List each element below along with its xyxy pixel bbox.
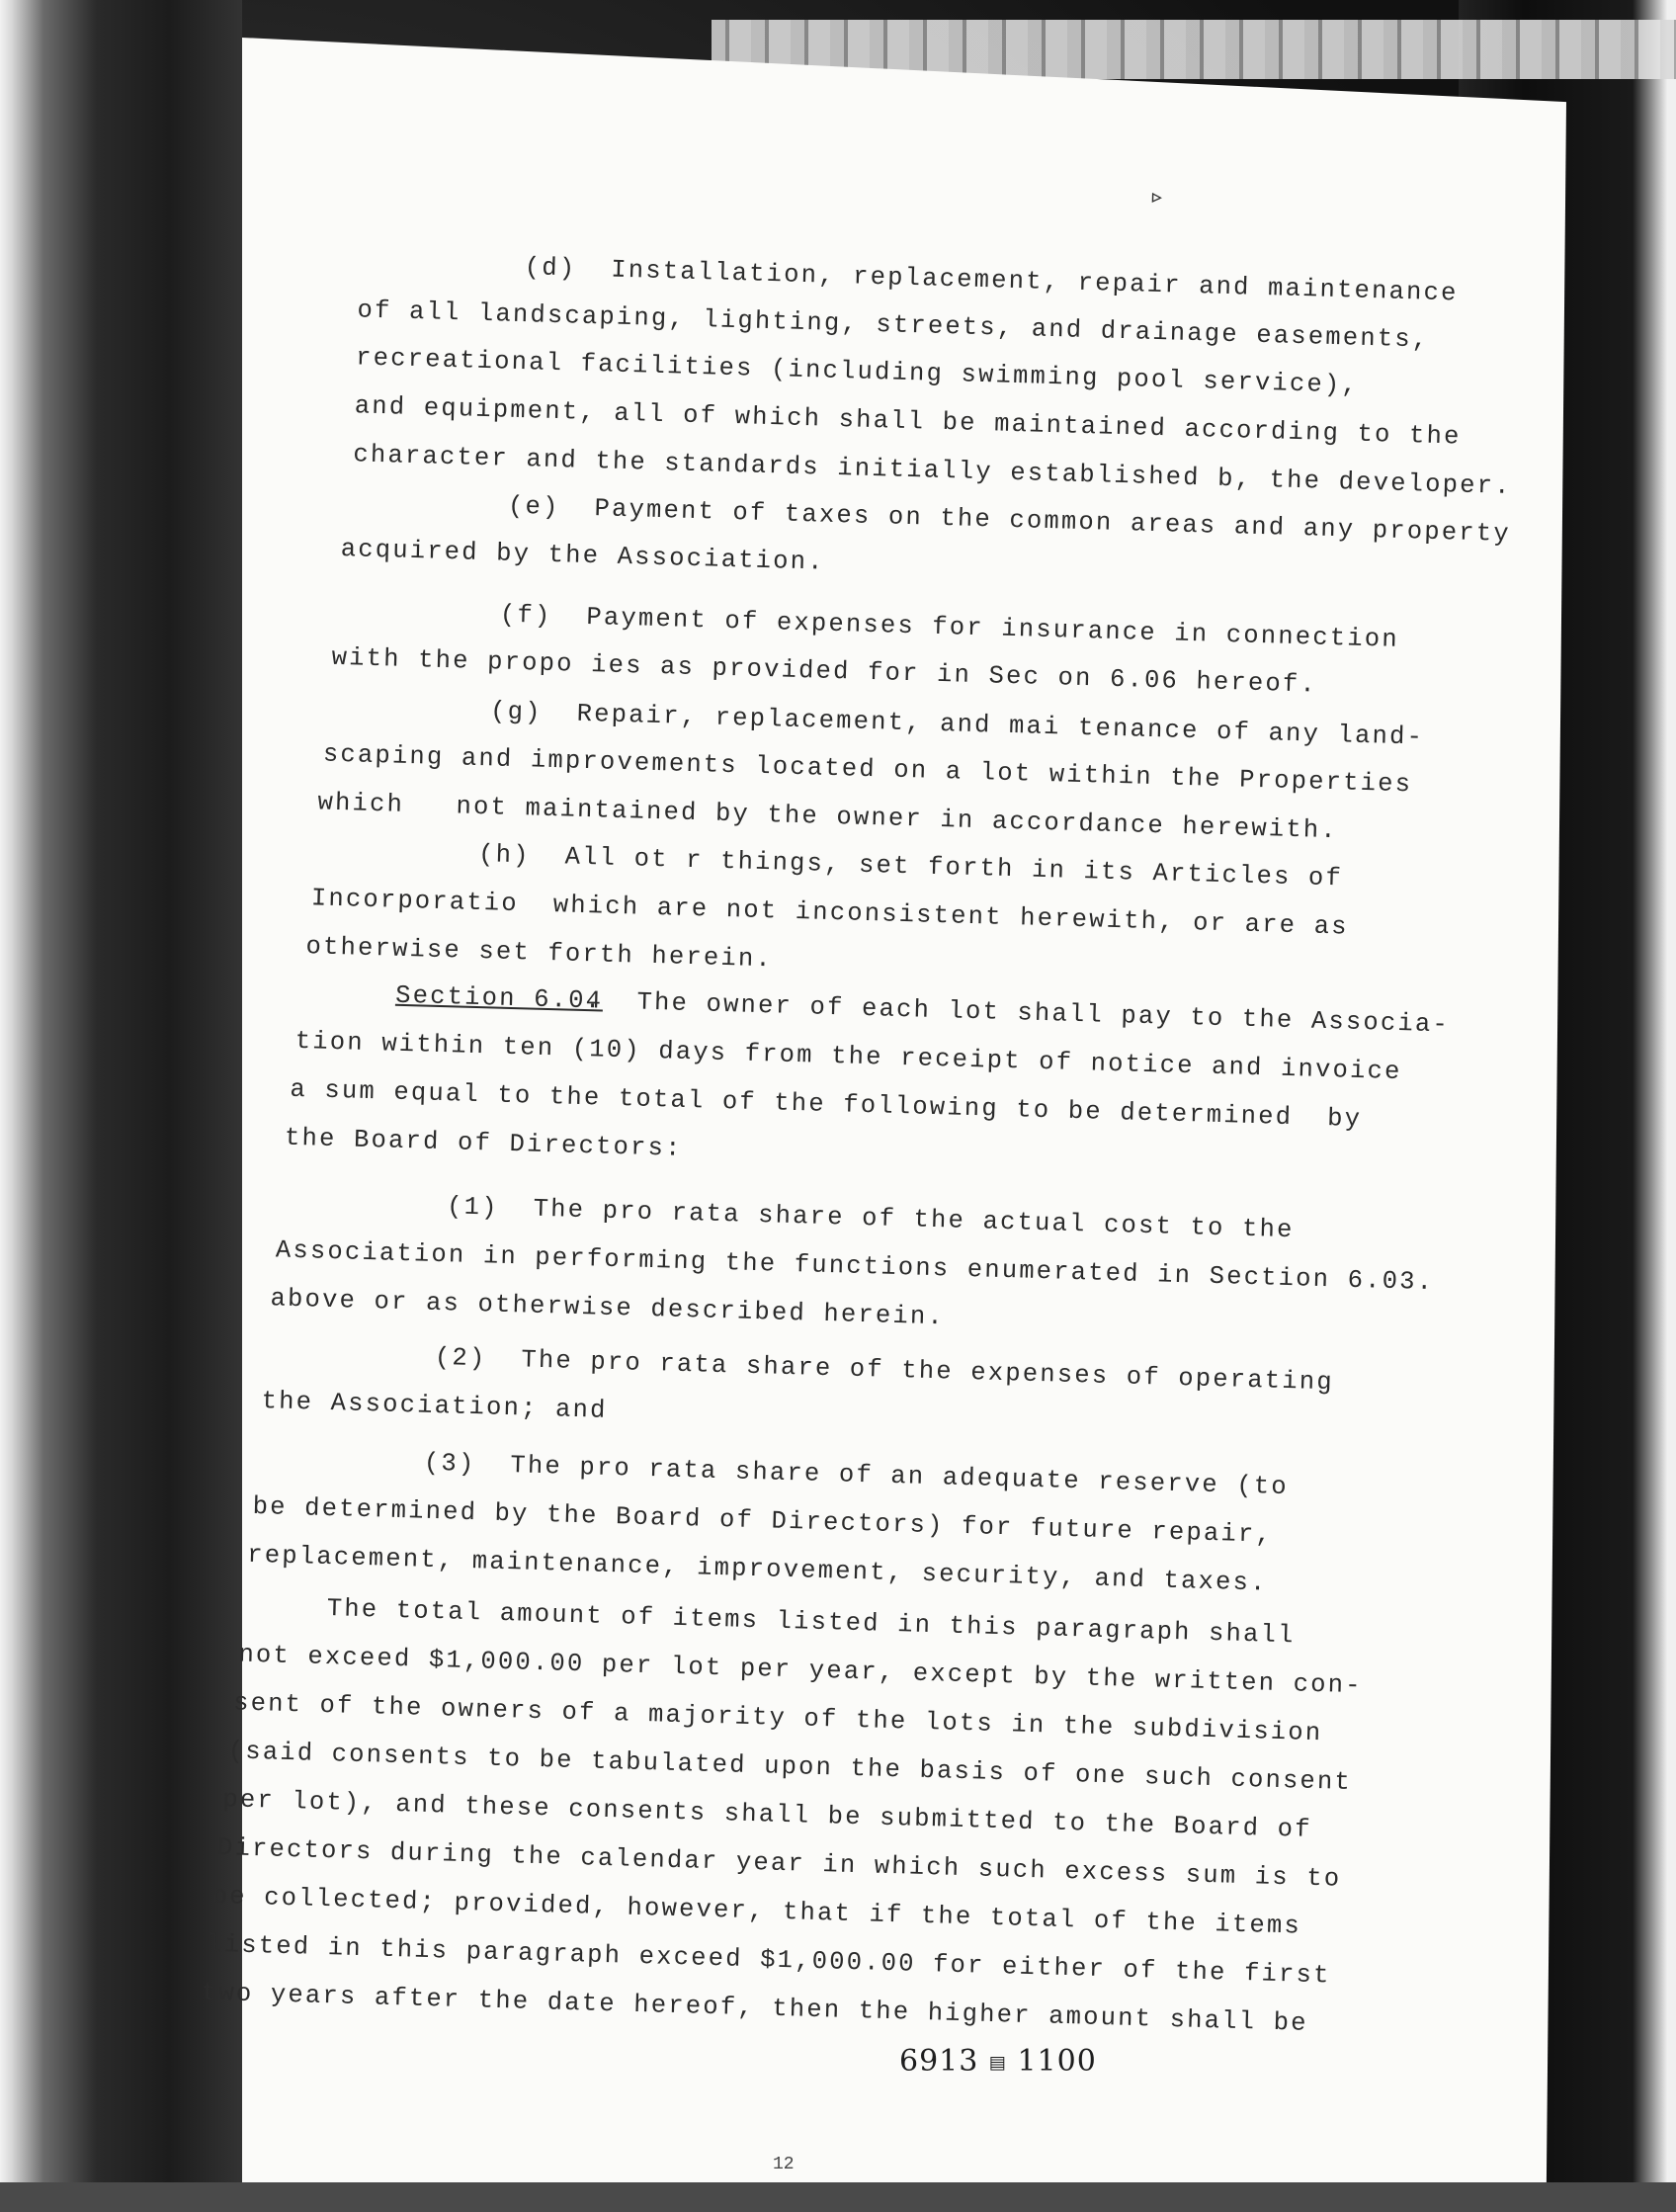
section-heading: Section 6.04	[394, 980, 604, 1016]
paragraph-line: The total amount of items listed in this paragraph shall	[326, 1594, 1296, 1651]
paragraph-line: (h) All ot r things, set forth in its Articles of	[477, 839, 1344, 893]
paragraph-line: sent of the owners of a majority of the lots in the subdivision	[232, 1688, 1323, 1748]
paragraph-line: the Board of Directors:	[284, 1123, 683, 1163]
paragraph-line: tion within ten (10) days from the receipt of notice and invoice	[294, 1026, 1402, 1087]
paragraph-line: not exceed $1,000.00 per lot per year, except by the written con-	[238, 1640, 1364, 1701]
paragraph-line: which not maintained by the owner in accordance herewith.	[317, 788, 1339, 846]
paragraph-line: (f) Payment of expenses for insurance in connection	[499, 600, 1400, 654]
paragraph-line: per lot), and these consents shall be submitted to the Board of	[221, 1785, 1313, 1844]
paragraph-line: above or as otherwise described herein.	[270, 1284, 946, 1332]
paragraph-line: be collected; provided, however, that if the total of the items	[211, 1881, 1302, 1941]
paragraph-line: of all landscaping, lighting, streets, and drainage easements,	[357, 296, 1430, 355]
paragraph-line: (1) The pro rata share of the actual cost to the	[446, 1192, 1295, 1245]
paragraph-line: Incorporatio which are not inconsistent herewith, or are as	[310, 884, 1350, 942]
paragraph-line: . The owner of each lot shall pay to the Associa-	[584, 986, 1451, 1040]
paragraph-line: a sum equal to the total of the following to be determined by	[290, 1074, 1363, 1135]
paragraph-line: replacement, maintenance, improvement, security, and taxes.	[246, 1540, 1268, 1598]
paragraph-line: (2) The pro rata share of the expenses of operating	[434, 1342, 1335, 1398]
recording-stamp	[899, 2044, 1097, 2079]
paragraph-line: (e) Payment of taxes on the common areas and any property	[507, 491, 1512, 550]
scan-mark-icon: ▹	[1148, 182, 1166, 213]
paragraph-line: (g) Repair, replacement, and mai tenance of any land-	[489, 697, 1425, 752]
paragraph-line: be determined by the Board of Directors) for future repair,	[252, 1491, 1274, 1550]
paragraph-line: Directors during the calendar year in which such excess sum is to	[216, 1833, 1342, 1894]
paragraph-line: (d) Installation, replacement, repair and maintenance	[524, 253, 1459, 308]
paragraph-line: (said consents to be tabulated upon the basis of one such consent	[227, 1737, 1353, 1798]
paragraph-line: acquired by the Association.	[340, 534, 826, 577]
paragraph-line: two years after the date hereof, then the higher amount shall be	[201, 1978, 1309, 2038]
page-number: 12	[773, 2155, 795, 2174]
paragraph-line: Association in performing the functions enumerated in Section 6.03.	[275, 1235, 1435, 1298]
paragraph-line: recreational facilities (including swimming pool service),	[355, 343, 1360, 400]
paragraph-line: listed in this paragraph exceed $1,000.00 for either of the first	[206, 1929, 1331, 1991]
stamp-mark-icon: ▤	[988, 2052, 1007, 2074]
paragraph-line: with the propo ies as provided for in Sec on 6.06 hereof.	[331, 642, 1318, 700]
paragraph-line: (3) The pro rata share of an adequate reserve (to	[423, 1448, 1290, 1502]
paragraph-line: the Association; and	[261, 1387, 608, 1425]
paragraph-line: otherwise set forth herein.	[305, 932, 774, 975]
paragraph-line: character and the standards initially established b, the developer.	[353, 440, 1513, 502]
book-reference: 6913	[899, 2044, 979, 2079]
paragraph-line: scaping and improvements located on a lot within the Properties	[322, 739, 1413, 800]
paragraph-line: and equipment, all of which shall be maintained according to the	[354, 391, 1462, 452]
page-reference: 1100	[1017, 2044, 1097, 2079]
